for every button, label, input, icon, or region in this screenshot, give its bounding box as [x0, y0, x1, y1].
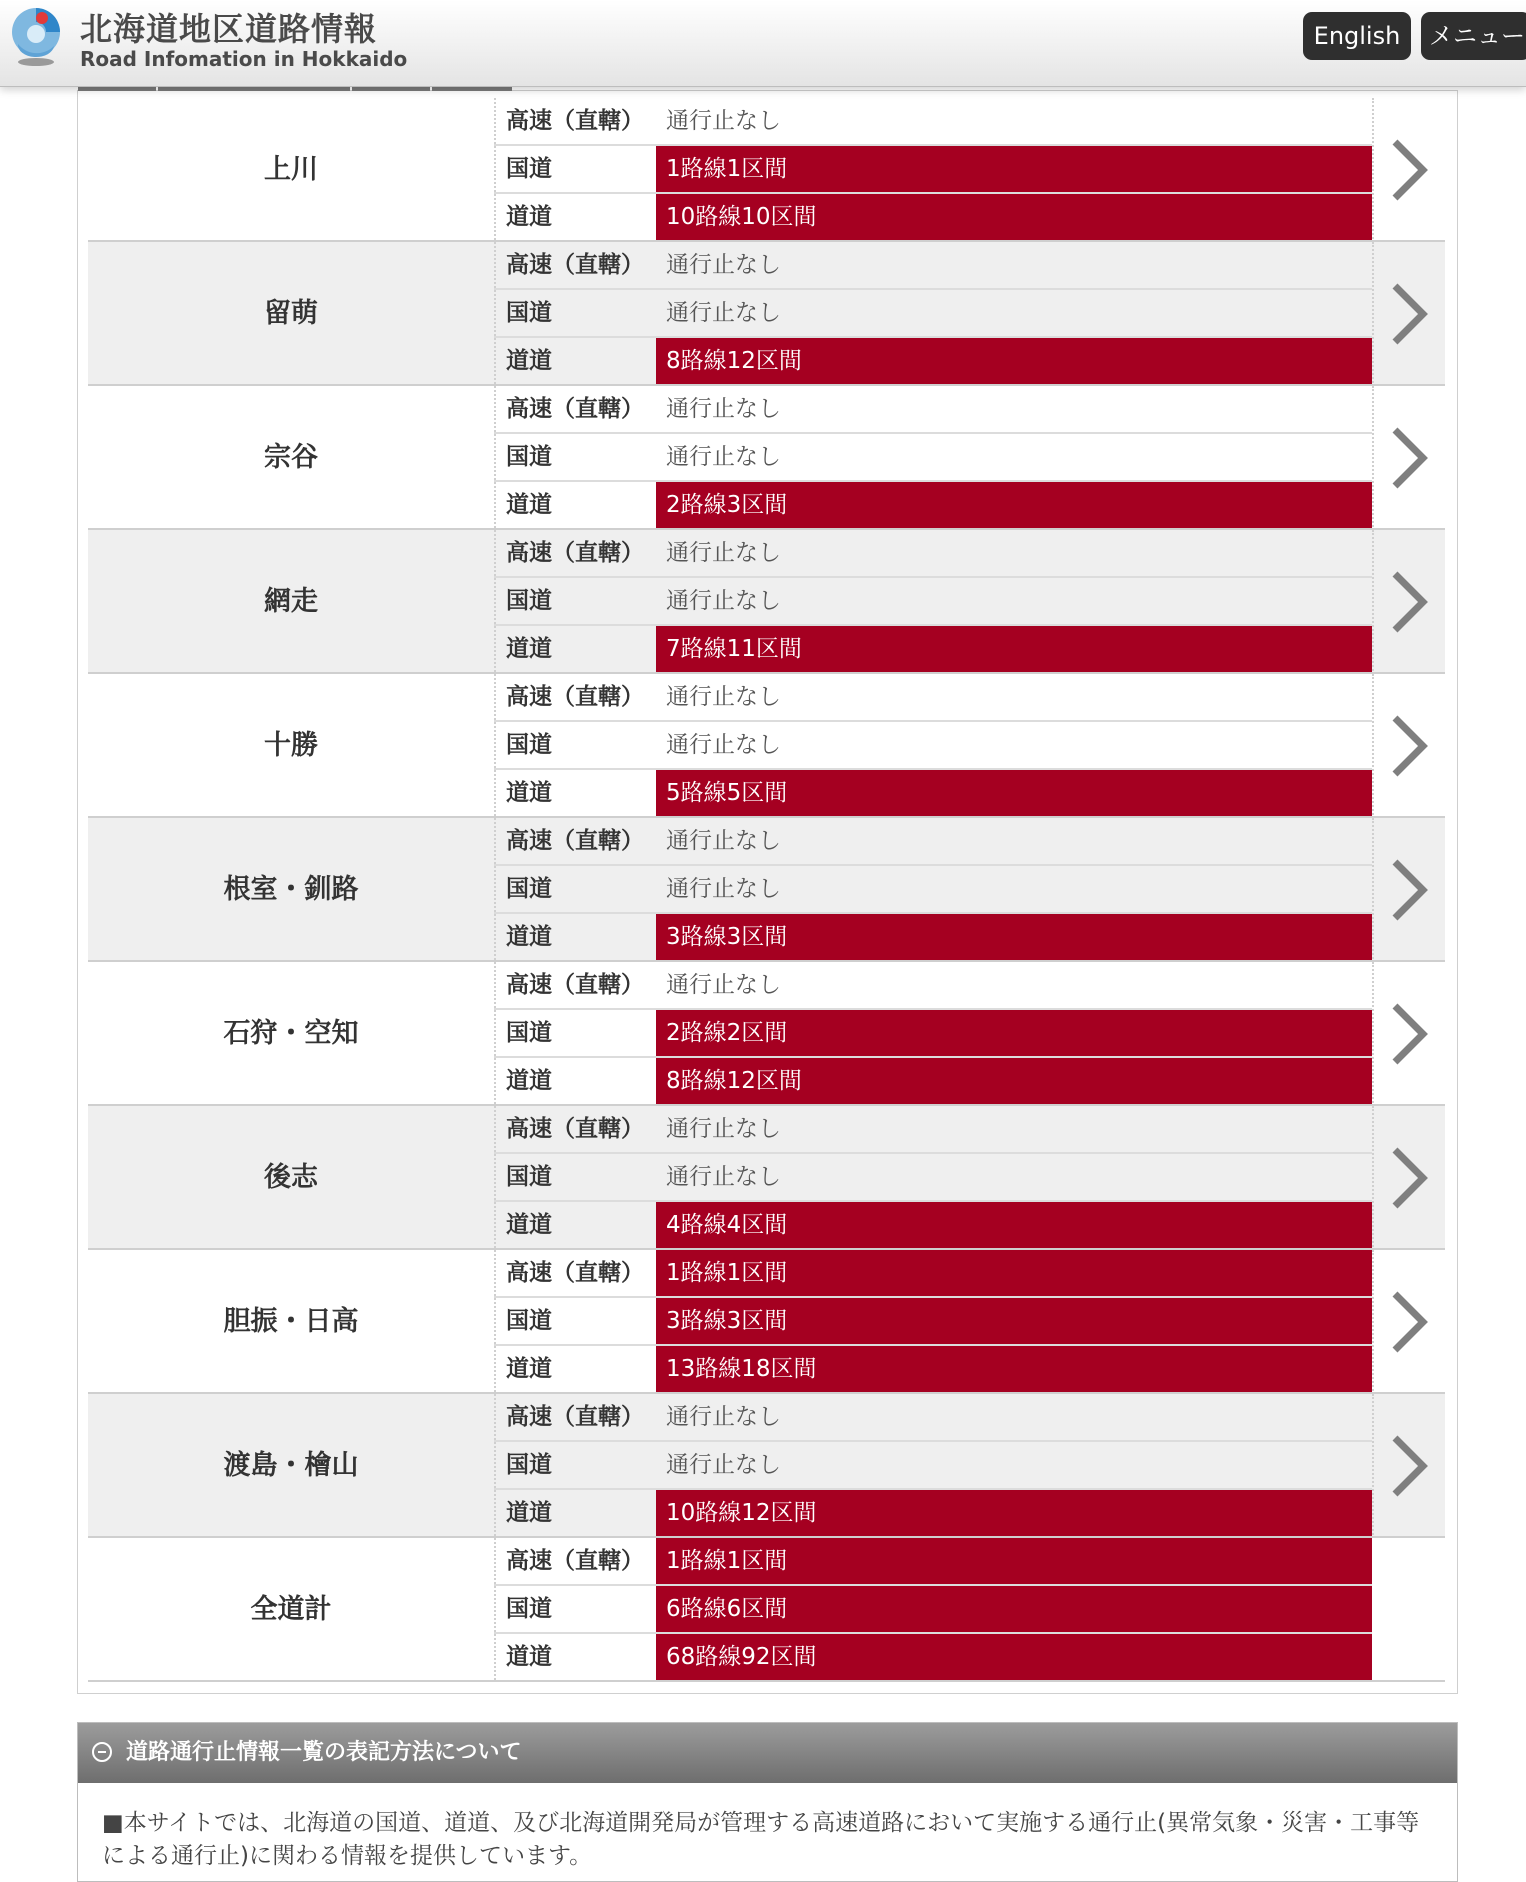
- no-closure-status: 通行止なし: [666, 444, 781, 470]
- road-row: [494, 242, 1372, 290]
- chevron-right-icon[interactable]: [1385, 1288, 1433, 1356]
- info-panel-title: 道路通行止情報一覧の表記方法について: [126, 1740, 522, 1765]
- road-row: [494, 1538, 1372, 1586]
- road-row: [494, 1298, 1372, 1346]
- no-closure-status: 通行止なし: [666, 1452, 781, 1478]
- no-closure-status: 通行止なし: [666, 1116, 781, 1142]
- closure-count: 2路線3区間: [656, 482, 1372, 528]
- region-name: 宗谷: [264, 442, 318, 473]
- road-type-label: 道道: [494, 914, 656, 960]
- road-row: [494, 1442, 1372, 1490]
- road-type-label: 道道: [494, 482, 656, 528]
- chevron-right-icon[interactable]: [1385, 136, 1433, 204]
- region-name: 全道計: [250, 1594, 332, 1625]
- chevron-right-icon[interactable]: [1385, 1432, 1433, 1500]
- road-type-label: 高速（直轄）: [494, 818, 656, 864]
- region-group[interactable]: [88, 674, 1445, 818]
- road-type-label: 道道: [494, 1058, 656, 1104]
- chevron-right-icon[interactable]: [1385, 568, 1433, 636]
- road-type-label: 国道: [494, 146, 656, 192]
- road-row: [494, 818, 1372, 866]
- road-type-label: 道道: [494, 1490, 656, 1536]
- closure-count: 1路線1区間: [656, 146, 1372, 192]
- logo-icon[interactable]: [6, 4, 70, 70]
- no-closure-status: 通行止なし: [666, 1404, 781, 1430]
- closure-count: 8路線12区間: [656, 1058, 1372, 1104]
- road-row: [494, 866, 1372, 914]
- road-row: [494, 482, 1372, 530]
- road-type-label: 高速（直轄）: [494, 242, 656, 288]
- road-row: [494, 1010, 1372, 1058]
- region-name: 後志: [264, 1162, 318, 1193]
- road-type-label: 国道: [494, 1442, 656, 1488]
- region-name: 留萌: [264, 298, 318, 329]
- road-type-label: 国道: [494, 290, 656, 336]
- road-row: [494, 1154, 1372, 1202]
- road-type-label: 道道: [494, 1346, 656, 1392]
- road-type-label: 国道: [494, 1586, 656, 1632]
- region-name: 根室・釧路: [223, 874, 359, 905]
- closure-count: 8路線12区間: [656, 338, 1372, 384]
- closure-count: 68路線92区間: [656, 1634, 1372, 1680]
- chevron-right-icon[interactable]: [1385, 1144, 1433, 1212]
- road-row: [494, 1490, 1372, 1538]
- no-closure-status: 通行止なし: [666, 972, 781, 998]
- road-row: [494, 626, 1372, 674]
- road-type-label: 高速（直轄）: [494, 1250, 656, 1296]
- road-type-label: 国道: [494, 1010, 656, 1056]
- no-closure-status: 通行止なし: [666, 252, 781, 278]
- road-row: [494, 722, 1372, 770]
- road-type-label: 高速（直轄）: [494, 674, 656, 720]
- region-group[interactable]: [88, 1106, 1445, 1250]
- closure-count: 1路線1区間: [656, 1250, 1372, 1296]
- road-row: [494, 914, 1372, 962]
- road-row: [494, 770, 1372, 818]
- road-type-label: 道道: [494, 1634, 656, 1680]
- road-type-label: 高速（直轄）: [494, 1538, 656, 1584]
- road-type-label: 道道: [494, 194, 656, 240]
- road-row: [494, 674, 1372, 722]
- no-closure-status: 通行止なし: [666, 300, 781, 326]
- road-type-label: 高速（直轄）: [494, 1106, 656, 1152]
- chevron-right-icon[interactable]: [1385, 280, 1433, 348]
- minus-circle-icon[interactable]: [92, 1742, 112, 1762]
- no-closure-status: 通行止なし: [666, 540, 781, 566]
- road-type-label: 国道: [494, 722, 656, 768]
- road-type-label: 高速（直轄）: [494, 530, 656, 576]
- no-closure-status: 通行止なし: [666, 876, 781, 902]
- road-type-label: 高速（直轄）: [494, 386, 656, 432]
- site-title[interactable]: 北海道地区道路情報: [80, 10, 378, 48]
- closure-count: 5路線5区間: [656, 770, 1372, 816]
- closure-count: 10路線10区間: [656, 194, 1372, 240]
- road-row: [494, 1250, 1372, 1298]
- road-type-label: 高速（直轄）: [494, 962, 656, 1008]
- closure-count: 2路線2区間: [656, 1010, 1372, 1056]
- site-subtitle: Road Infomation in Hokkaido: [80, 47, 408, 71]
- closure-count: 7路線11区間: [656, 626, 1372, 672]
- road-type-label: 国道: [494, 1298, 656, 1344]
- road-row: [494, 386, 1372, 434]
- road-row: [494, 1106, 1372, 1154]
- no-closure-status: 通行止なし: [666, 108, 781, 134]
- road-row: [494, 962, 1372, 1010]
- road-type-label: 国道: [494, 434, 656, 480]
- no-closure-status: 通行止なし: [666, 828, 781, 854]
- closure-count: 6路線6区間: [656, 1586, 1372, 1632]
- region-group: [88, 1538, 1445, 1682]
- closure-count: 3路線3区間: [656, 1298, 1372, 1344]
- closure-count: 10路線12区間: [656, 1490, 1372, 1536]
- info-panel-header[interactable]: [78, 1723, 1457, 1783]
- road-type-label: 高速（直轄）: [494, 1394, 656, 1440]
- region-name: 網走: [264, 586, 318, 617]
- region-group[interactable]: [88, 1250, 1445, 1394]
- no-closure-status: 通行止なし: [666, 684, 781, 710]
- road-type-label: 国道: [494, 866, 656, 912]
- chevron-right-icon[interactable]: [1385, 856, 1433, 924]
- region-name: 十勝: [264, 730, 318, 761]
- road-row: [494, 290, 1372, 338]
- region-group[interactable]: [88, 530, 1445, 674]
- no-closure-status: 通行止なし: [666, 732, 781, 758]
- road-type-label: 道道: [494, 770, 656, 816]
- road-row: [494, 1202, 1372, 1250]
- road-type-label: 高速（直轄）: [494, 98, 656, 144]
- road-row: [494, 1058, 1372, 1106]
- notation-info-panel: [77, 1722, 1458, 1882]
- no-closure-status: 通行止なし: [666, 1164, 781, 1190]
- road-row: [494, 578, 1372, 626]
- region-name: 上川: [264, 154, 318, 185]
- closure-count: 13路線18区間: [656, 1346, 1372, 1392]
- no-closure-status: 通行止なし: [666, 588, 781, 614]
- road-row: [494, 434, 1372, 482]
- road-row: [494, 1394, 1372, 1442]
- road-row: [494, 530, 1372, 578]
- region-name: 石狩・空知: [223, 1018, 359, 1049]
- closure-count: 4路線4区間: [656, 1202, 1372, 1248]
- road-type-label: 国道: [494, 578, 656, 624]
- region-name: 胆振・日高: [223, 1306, 359, 1337]
- region-name: 渡島・檜山: [223, 1450, 359, 1481]
- region-group[interactable]: [88, 962, 1445, 1106]
- region-group[interactable]: [88, 242, 1445, 386]
- no-closure-status: 通行止なし: [666, 396, 781, 422]
- road-type-label: 国道: [494, 1154, 656, 1200]
- site-header: [0, 0, 1526, 87]
- region-group[interactable]: [88, 1394, 1445, 1538]
- chevron-right-icon[interactable]: [1385, 1000, 1433, 1068]
- info-panel-text: ■本サイトでは、北海道の国道、道道、及び北海道開発局が管理する高速道路において実施する通行止(異常気象・災害・工事等による通行止)に関わる情報を提供しています。: [102, 1810, 1420, 1869]
- road-type-label: 道道: [494, 1202, 656, 1248]
- closure-count: 1路線1区間: [656, 1538, 1372, 1584]
- chevron-right-icon[interactable]: [1385, 424, 1433, 492]
- english-button[interactable]: English: [1303, 12, 1411, 60]
- road-type-label: 道道: [494, 338, 656, 384]
- road-row: [494, 1634, 1372, 1682]
- road-row: [494, 1346, 1372, 1394]
- road-type-label: 道道: [494, 626, 656, 672]
- region-group[interactable]: [88, 98, 1445, 242]
- road-row: [494, 146, 1372, 194]
- region-group[interactable]: [88, 818, 1445, 962]
- menu-button[interactable]: メニュー: [1421, 12, 1526, 60]
- road-row: [494, 338, 1372, 386]
- closure-count: 3路線3区間: [656, 914, 1372, 960]
- chevron-right-icon[interactable]: [1385, 712, 1433, 780]
- road-row: [494, 98, 1372, 146]
- road-row: [494, 194, 1372, 242]
- region-group[interactable]: [88, 386, 1445, 530]
- road-row: [494, 1586, 1372, 1634]
